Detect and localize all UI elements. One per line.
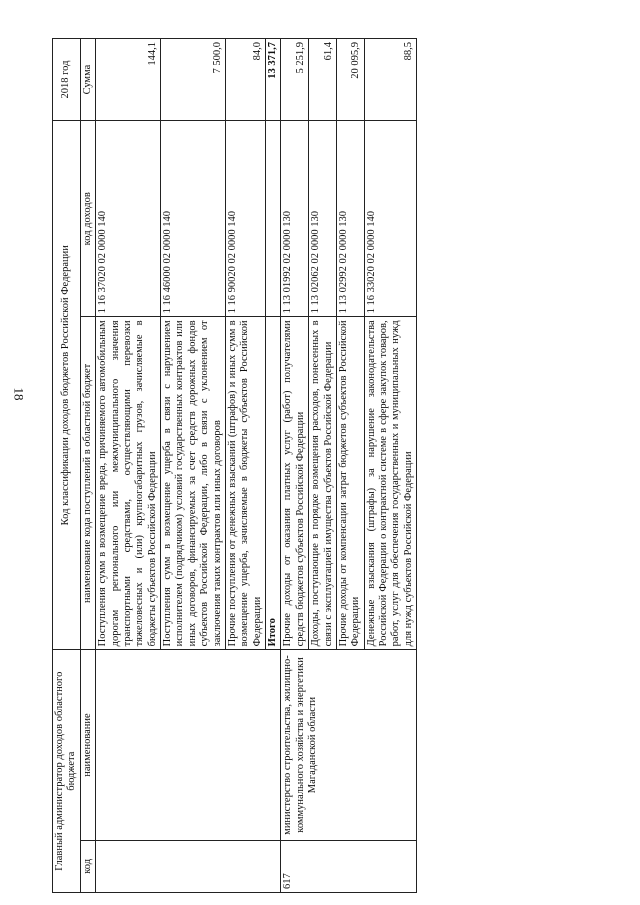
row-amount: 7 500,0 [161, 39, 226, 121]
row-kbk: 1 13 01992 02 0000 130 [281, 121, 309, 317]
row-amount: 20 095,9 [336, 39, 364, 121]
header-col-name: наименование [80, 650, 95, 840]
header-col-kbk: код доходов [80, 121, 95, 317]
table-row [281, 39, 309, 893]
row-amount: 88,5 [364, 39, 417, 121]
row-kbk: 1 16 33020 02 0000 140 [364, 121, 417, 317]
row-kbk: 1 16 90020 02 0000 140 [225, 121, 265, 317]
row-amount: 144,1 [96, 39, 161, 121]
row-description: Доходы, поступающие в порядке возмещения расходов, понесенных в связи с эксплуатацией имущества субъектов Российской Федерации [309, 317, 337, 650]
header-kbk-group: Код классификации доходов бюджетов Российской Федерации [53, 121, 81, 650]
header-row-2 [80, 39, 95, 893]
rotated-page-frame [52, 38, 608, 893]
table-row [96, 39, 161, 893]
total-kbk-empty [266, 121, 281, 317]
header-year: 2018 год [53, 39, 81, 121]
row-amount: 5 251,9 [281, 39, 309, 121]
page-number: 18 [11, 387, 27, 401]
row-description: Прочие поступления от денежных взысканий (штрафов) и иных сумм в возмещение ущерба, зачисляемые в бюджеты субъектов Российской Федерации [225, 317, 265, 650]
row-kbk: 1 16 46000 02 0000 140 [161, 121, 226, 317]
header-admin-group: Главный администратор доходов областного бюджета [53, 650, 81, 893]
table-rotator [52, 38, 608, 893]
header-col-desc: наименование кода поступлений в областной бюджет [80, 317, 95, 650]
revenue-table [52, 38, 417, 893]
header-row-1 [53, 39, 81, 893]
row-description: Прочие доходы от компенсации затрат бюджетов субъектов Российской Федерации [336, 317, 364, 650]
header-col-code: код [80, 840, 95, 892]
ministry-name: министерство строительства, жилищно-коммунального хозяйства и энергетики Магаданской области [281, 650, 417, 840]
name-cell-continued [96, 650, 281, 840]
code-cell-continued [96, 840, 281, 892]
total-label: Итого [266, 317, 281, 650]
row-description: Прочие доходы от оказания платных услуг (работ) получателями средств бюджетов субъектов Российской Федерации [281, 317, 309, 650]
row-kbk: 1 13 02062 02 0000 130 [309, 121, 337, 317]
row-amount: 61,4 [309, 39, 337, 121]
row-description: Денежные взыскания (штрафы) за нарушение законодательства Российской Федерации о контрактной системе в сфере закупок товаров, работ, услуг для обеспечения государственных и муниципальных нужд для нужд субъектов Российской Федерации [364, 317, 417, 650]
row-kbk: 1 16 37020 02 0000 140 [96, 121, 161, 317]
row-amount: 84,0 [225, 39, 265, 121]
total-amount: 13 371,7 [266, 39, 281, 121]
ministry-code: 617 [281, 840, 417, 892]
row-description: Поступления сумм в возмещение ущерба в связи с нарушением исполнителем (подрядчиком) условий государственных контрактов или иных договоров, финансируемых за счет средств дорожных фондов субъектов Российской Федерации, либо в связи с уклонением от заключения таких контрактов или иных договоров [161, 317, 226, 650]
row-kbk: 1 13 02992 02 0000 130 [336, 121, 364, 317]
header-col-amount: Сумма [80, 39, 95, 121]
row-description: Поступления сумм в возмещение вреда, причиняемого автомобильным дорогам регионального или межмуниципального значения транспортными средствами, осуществляющими перевозки тяжеловесных и (или) крупногабаритных грузов, зачисляемые в бюджеты субъектов Российской Федерации [96, 317, 161, 650]
